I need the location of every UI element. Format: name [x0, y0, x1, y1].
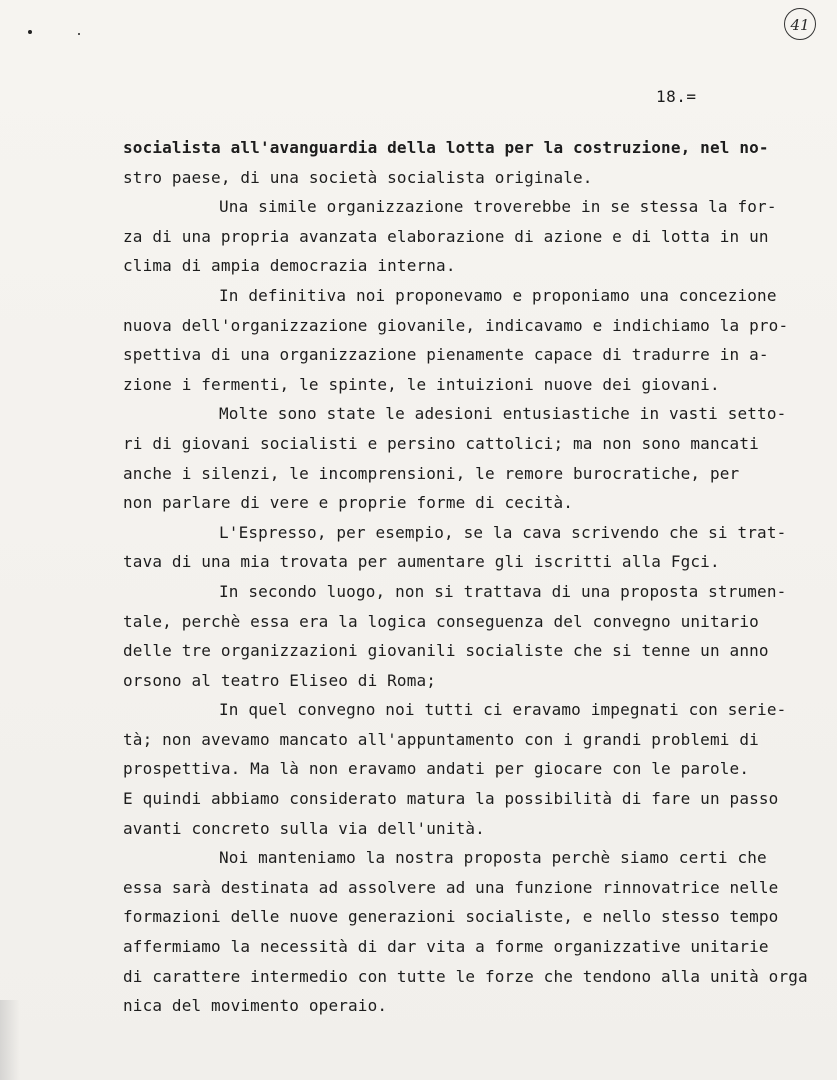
text-line: nuova dell'organizzazione giovanile, indicavamo e indichiamo la pro-	[123, 315, 789, 335]
archive-number: 41	[790, 16, 810, 34]
page-number: 18.=	[656, 87, 697, 106]
text-line: avanti concreto sulla via dell'unità.	[123, 818, 485, 838]
text-line: tale, perchè essa era la logica conseguenza del convegno unitario	[123, 611, 759, 631]
text-line: In secondo luogo, non si trattava di una proposta strumen-	[219, 581, 787, 601]
speck-mark-small	[78, 33, 80, 35]
text-line: di carattere intermedio con tutte le forze che tendono alla unità orga	[123, 966, 808, 986]
archive-number-stamp	[784, 8, 816, 40]
text-line: L'Espresso, per esempio, se la cava scrivendo che si trat-	[219, 522, 787, 542]
text-line: zione i fermenti, le spinte, le intuizioni nuove dei giovani.	[123, 374, 720, 394]
text-line: tava di una mia trovata per aumentare gli iscritti alla Fgci.	[123, 552, 720, 572]
body-text	[123, 133, 808, 1021]
text-line: essa sarà destinata ad assolvere ad una funzione rinnovatrice nelle	[123, 877, 779, 897]
text-line: za di una propria avanzata elaborazione di azione e di lotta in un	[123, 226, 769, 246]
text-line: tà; non avevamo mancato all'appuntamento con i grandi problemi di	[123, 729, 759, 749]
text-line: In definitiva noi proponevamo e proponiamo una concezione	[219, 285, 777, 305]
text-line: clima di ampia democrazia interna.	[123, 256, 456, 276]
text-line: nica del movimento operaio.	[123, 996, 388, 1016]
text-line: stro paese, di una società socialista originale.	[123, 167, 593, 187]
text-line: In quel convegno noi tutti ci eravamo impegnati con serie-	[219, 700, 787, 720]
text-line: non parlare di vere e proprie forme di cecità.	[123, 493, 574, 513]
text-line: spettiva di una organizzazione pienamente capace di tradurre in a-	[123, 345, 769, 365]
text-line: prospettiva. Ma là non eravamo andati per giocare con le parole.	[123, 759, 750, 779]
text-line: anche i silenzi, le incomprensioni, le remore burocratiche, per	[123, 463, 740, 483]
text-line: formazioni delle nuove generazioni socialiste, e nello stesso tempo	[123, 907, 779, 927]
text-line: E quindi abbiamo considerato matura la possibilità di fare un passo	[123, 789, 779, 809]
scan-edge-shadow	[0, 1000, 20, 1080]
text-line: orsono al teatro Eliseo di Roma;	[123, 670, 437, 690]
text-line: socialista all'avanguardia della lotta per la costruzione, nel no-	[123, 138, 769, 157]
text-line: delle tre organizzazioni giovanili socialiste che si tenne un anno	[123, 641, 769, 661]
text-line: Una simile organizzazione troverebbe in se stessa la for-	[219, 197, 777, 217]
text-line: ri di giovani socialisti e persino cattolici; ma non sono mancati	[123, 433, 759, 453]
text-line: Noi manteniamo la nostra proposta perchè siamo certi che	[219, 848, 767, 868]
speck-mark	[28, 30, 32, 34]
text-line: Molte sono state le adesioni entusiastiche in vasti setto-	[219, 404, 787, 424]
text-line: affermiamo la necessità di dar vita a forme organizzative unitarie	[123, 937, 769, 957]
